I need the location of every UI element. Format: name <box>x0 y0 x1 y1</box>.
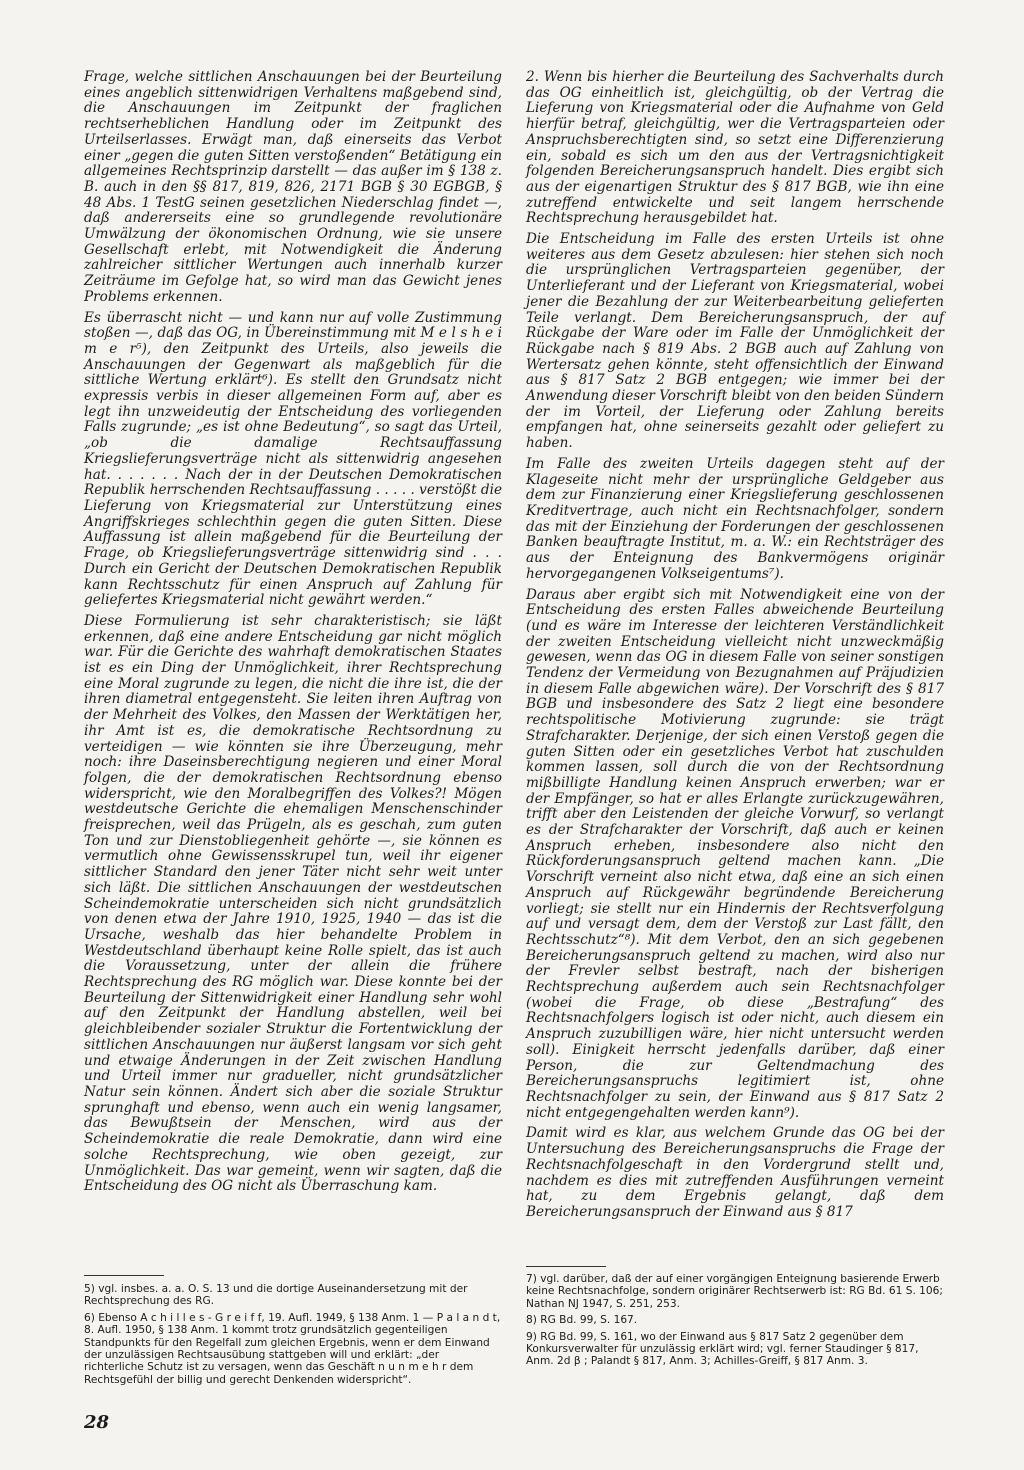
footnote-5: 5) vgl. insbes. a. a. O. S. 13 und die dortige Auseinandersetzung mit der Rechtsprechung des RG. <box>84 1283 468 1308</box>
footnote-7: 7) vgl. darüber, daß der auf einer vorgängigen Enteignung basierende Erwerb keine Rechtsnachfolge, sondern originärer Rechtserwerb ist: RG Bd. 61 S. 106; Nathan NJ 1947, S. 251, 253. <box>526 1273 943 1310</box>
page-number: 28 <box>84 1412 110 1433</box>
footnotes-left <box>84 1283 502 1390</box>
right-paragraph-5: Damit wird es klar, aus welchem Grunde das OG bei der Untersuchung des Bereicherungsanspruchs die Frage der Rechtsnachfolgeschaft in den Vordergrund stellt und, nachdem es dies mit zutreffenden Ausführungen verneint hat, zu dem Ergebnis gelangt, daß dem Bereicherungsanspruch der Einwand aus § 817 <box>526 1125 944 1220</box>
footnote-divider-right <box>526 1266 606 1267</box>
right-text-column <box>526 70 944 1221</box>
right-paragraph-4: Daraus aber ergibt sich mit Notwendigkeit eine von der Entscheidung des ersten Falles abweichende Beurteilung (und es wäre im Interesse der leichteren Verständlichkeit der zweiten Entscheidung vielleicht nicht unzweckmäßig gewesen, wenn das OG in diesem Falle von seiner sonstigen Tendenz der Vermeidung von Bezugnahmen auf Präjudizien in diesem Falle abgewichen wäre). Der Vorschrift des § 817 BGB und insbesondere des Satz 2 liegt eine besondere rechtspolitische Motivierung zugrunde: sie trägt Strafcharakter. Derjenige, der sich einen Verstoß gegen die guten Sitten oder ein gesetzliches Verbot hat zuschulden kommen lassen, soll durch die von der Rechtsordnung mißbilligte Handlung keinen Anspruch erwerben; war er der Empfänger, so hat er alles Erlangte zurückzugewähren, trifft aber den Leistenden der gleiche Vorwurf, so verlangt es der Strafcharakter der Vorschrift, daß auch er keinen Anspruch erheben, insbesondere also nicht den Rückforderungsanspruch geltend machen kann. „Die Vorschrift verneint also nicht etwa, daß eine an sich einen Anspruch auf Rückgewähr begründende Bereicherung vorliegt; sie stellt nur ein Hindernis der Rechtsverfolgung auf und versagt dem, dem der Verstoß zur Last fällt, den Rechtsschutz“⁸). Mit dem Verbot, den an sich gegebenen Bereicherungsanspruch geltend zu machen, wird also nur der Frevler selbst bestraft, nach der bisherigen Rechtsprechung außerdem auch sein Rechtsnachfolger (wobei die Frage, ob diese „Bestrafung“ des Rechtsnachfolgers logisch ist oder nicht, auch diesem ein Anspruch zuzubilligen wäre, hier nicht untersucht werden soll). Einigkeit herrscht jedenfalls darüber, daß einer Person, die zur Geltendmachung des Bereicherungsanspruchs legitimiert ist, ohne Rechtsnachfolger zu sein, der Einwand aus § 817 Satz 2 nicht entgegengehalten werden kann⁹). <box>526 586 944 1121</box>
right-paragraph-3: Im Falle des zweiten Urteils dagegen steht auf der Klageseite nicht mehr der ursprüngliche Geldgeber aus dem zur Finanzierung einer Kriegslieferung geschlossenen Kreditvertrage, auch nicht ein Rechtsnachfolger, sondern das mit der Einziehung der Forderungen der geschlossenen Banken beauftragte Institut, m. a. W.: ein Rechtsträger des aus der Enteignung des Bankvermögens originär hervorgegangenen Volkseigentums⁷). <box>526 455 944 582</box>
right-paragraph-1: 2. Wenn bis hierher die Beurteilung des Sachverhalts durch das OG einheitlich ist, gleichgültig, ob der Vertrag die Lieferung von Kriegsmaterial oder die Aufnahme von Geld hierfür betraf, gleichgültig, wer die Vertragsparteien oder Anspruchsberechtigten sind, so setzt eine Differenzierung ein, sobald es sich um den aus der Vertragsnichtigkeit folgenden Bereicherungsanspruch handelt. Dies ergibt sich aus der eigenartigen Struktur des § 817 BGB, wie ihn eine zutreffend entwickelte und seit langem herrschende Rechtsprechung herausgebildet hat. <box>526 69 944 227</box>
left-paragraph-1: Frage, welche sittlichen Anschauungen bei der Beurteilung eines angeblich sittenwidrigen Verhaltens maßgebend sind, die Anschauungen im Zeitpunkt der fraglichen rechtserheblichen Handlung oder im Zeitpunkt des Urteilserlasses. Erwägt man, daß einerseits das Verbot einer „gegen die guten Sitten verstoßenden“ Betätigung ein allgemeines Rechtsprinzip darstellt — das außer im § 138 z. B. auch in den §§ 817, 819, 826, 2171 BGB § 30 EGBGB, § 48 Abs. 1 TestG seinen gesetzlichen Niederschlag findet —, daß andererseits eine so grundlegende revolutionäre Umwälzung der ökonomischen Ordnung, wie sie unsere Gesellschaft erlebt, mit Notwendigkeit die Änderung zahlreicher sittlicher Wertungen auch innerhalb kurzer Zeiträume im Gefolge hat, so wird man das Gewicht jenes Problems erkennen. <box>84 69 502 305</box>
footnote-6: 6) Ebenso A c h i l l e s - G r e i f f, 19. Aufl. 1949, § 138 Anm. 1 — P a l a n d t, 8. Aufl. 1950, § 138 Anm. 1 kommt trotz grundsätzlich gegenteiligen Standpunkts für den Regelfall zum gleichen Ergebnis, wenn er dem Einwand der unzulässigen Rechtsausübung stattgeben will und erklärt: „der richterliche Schutz ist zu versagen, wenn das Geschäft n u n m e h r dem Rechtsgefühl der billig und gerecht Denkenden widerspricht“. <box>84 1311 501 1386</box>
left-paragraph-2: Es überrascht nicht — und kann nur auf volle Zustimmung stoßen —, daß das OG, in Übereinstimmung mit M e l s h e i m e r⁵), den Zeitpunkt des Urteils, also jeweils die Anschauungen der Gegenwart als maßgeblich für die sittliche Wertung erklärt⁶). Es stellt den Grundsatz nicht expressis verbis in dieser allgemeinen Form auf, aber es legt ihn unzweideutig der Entscheidung des vorliegenden Falls zugrunde; „es ist ohne Bedeutung“, so sagt das Urteil, „ob die damalige Rechtsauffassung Kriegslieferungsverträge nicht als sittenwidrig angesehen hat. . . . . . . Nach der in der Deutschen Demokratischen Republik herrschenden Rechtsauffassung . . . . . verstößt die Lieferung von Kriegsmaterial zur Unterstützung eines Angriffskrieges schlechthin gegen die guten Sitten. Diese Auffassung ist allein maßgebend für die Beurteilung der Frage, ob Kriegslieferungsverträge sittenwidrig sind . . . Durch ein Gericht der Deutschen Demokratischen Republik kann Rechtsschutz für einen Anspruch auf Zahlung für geliefertes Kriegsmaterial nicht gewährt werden.“ <box>84 309 502 609</box>
left-text-column <box>84 70 502 1195</box>
left-paragraph-3: Diese Formulierung ist sehr charakteristisch; sie läßt erkennen, daß eine andere Entscheidung gar nicht möglich war. Für die Gerichte des wahrhaft demokratischen Staates ist es ein Ding der Unmöglichkeit, ihrer Rechtsprechung eine Moral zugrunde zu legen, die nicht die ihre ist, die der ihren diametral entgegensteht. Sie leiten ihren Auftrag von der Mehrheit des Volkes, den Massen der Werktätigen her, ihr Amt ist es, die demokratische Rechtsordnung zu verteidigen — wie könnten sie ihre Überzeugung, mehr noch: ihre Daseinsberechtigung negieren und einer Moral folgen, die der demokratischen Rechtsordnung ebenso widerspricht, wie den Moralbegriffen des Volkes?! Mögen westdeutsche Gerichte die ehemaligen Menschenschinder freisprechen, weil das Prügeln, als es geschah, zum guten Ton und zur Dienstobliegenheit gehörte —, sie können es vermutlich ohne Gewissensskrupel tun, weil ihr eigener sittlicher Standard den jener Täter nicht sehr weit unter sich läßt. Die sittlichen Anschauungen der westdeutschen Scheindemokratie unterscheiden sich nicht grundsätzlich von denen etwa der Jahre 1910, 1925, 1940 — das ist die Ursache, weshalb das hier behandelte Problem in Westdeutschland überhaupt keine Rolle spielt, das ist auch die Voraussetzung, unter der allein die frühere Rechtsprechung des RG möglich war. Diese konnte bei der Beurteilung der Sittenwidrigkeit einer Handlung sehr wohl auf den Zeitpunkt der Handlung abstellen, weil bei gleichbleibender sozialer Struktur die Fortentwicklung der sittlichen Anschauungen nur äußerst langsam vor sich geht und etwaige Änderungen in der Zeit zwischen Handlung und Urteil immer nur gradueller, nicht grundsätzlicher Natur sein können. Ändert sich aber die soziale Struktur sprunghaft und ebenso, wenn auch ein wenig langsamer, das Bewußtsein der Menschen, wird aus der Scheindemokratie die reale Demokratie, dann wird eine solche Rechtsprechung, wie oben gezeigt, zur Unmöglichkeit. Das war gemeint, wenn wir sagten, daß die Entscheidung des OG nicht als Überraschung kam. <box>84 612 502 1195</box>
right-paragraph-2: Die Entscheidung im Falle des ersten Urteils ist ohne weiteres aus dem Gesetz abzulesen: hier stehen sich noch die ursprünglichen Vertragsparteien gegenüber, der Unterlieferant und der Lieferant von Kriegsmaterial, wobei jener die Bezahlung der zur Weiterbearbeitung gelieferten Teile verlangt. Dem Bereicherungsanspruch, der auf Rückgabe der Ware oder im Falle der Unmöglichkeit der Rückgabe nach § 819 Abs. 2 BGB auch auf Zahlung von Wertersatz gehen könnte, steht offensichtlich der Einwand aus § 817 Satz 2 BGB entgegen; wie immer bei der Anwendung dieser Vorschrift bleibt von den beiden Sündern der im Vorteil, der Lieferung oder Zahlung bereits empfangen hat, ohne seinerseits gezahlt oder geliefert zu haben. <box>526 231 944 452</box>
footnote-divider-left <box>84 1275 164 1276</box>
footnote-9: 9) RG Bd. 99, S. 161, wo der Einwand aus § 817 Satz 2 gegenüber dem Konkursverwalter für unzulässig erklärt wird; vgl. ferner Staudinger § 817, Anm. 2d β ; Palandt § 817, Anm. 3; Achilles-Greiff, § 817 Anm. 3. <box>526 1330 919 1368</box>
footnotes-right <box>526 1273 944 1372</box>
footnote-8: 8) RG Bd. 99, S. 167. <box>526 1314 638 1327</box>
